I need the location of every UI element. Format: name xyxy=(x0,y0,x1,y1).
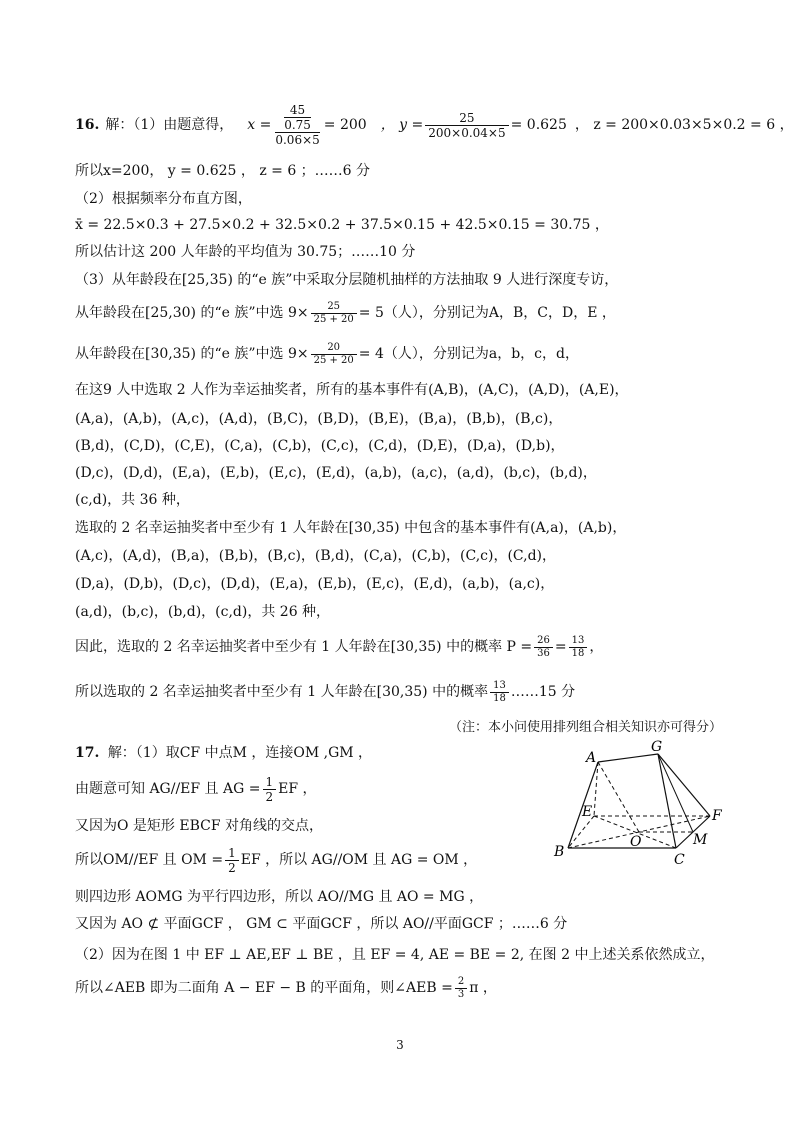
x-rhs: = 200 xyxy=(323,117,367,133)
events-line-5: (c,d)，共 36 种， xyxy=(75,492,190,508)
x-nested-fraction xyxy=(275,103,319,147)
events-line-4: (D,c)，(D,d)，(E,a)，(E,b)，(E,c)，(E,d)，(a,b)，(a,c)，(a,d)，(b,c)，(b,d)， xyxy=(75,465,597,481)
z-expression: ， z = 200×0.03×5×0.2 = 6 ， xyxy=(574,117,794,133)
q16-note: （注：本小问使用排列组合相关知识亦可得分） xyxy=(448,720,722,735)
q17-line-5: 则四边形 AOMG 为平行四边形，所以 AO//MG 且 AO = MG ， xyxy=(75,889,484,905)
q17-line-2: 由题意可知 AG//EF 且 AG = $\frac{1}{2}$ EF ， xyxy=(75,774,317,804)
x-lhs: x = xyxy=(247,117,272,133)
label-G: G xyxy=(651,740,663,755)
x-bot: 0.06×5 xyxy=(275,133,320,147)
q16-part3-line1: （3）从年龄段在[25,35) 的“e 族”中采取分层随机抽样的方法抽取 9 人进行深度专访， xyxy=(75,272,619,288)
q16-mean-formula: x̄ = 22.5×0.3 + 27.5×0.2 + 32.5×0.2 + 37.5×0.15 + 42.5×0.15 = 30.75 ， xyxy=(75,217,609,233)
q16-part2-line1: （2）根据频率分布直方图， xyxy=(75,191,252,207)
conclusion-fraction: $\frac{13}{18}$ xyxy=(490,680,509,705)
group1-fraction: $\frac{25}{25 + 20}$ xyxy=(311,301,357,326)
x-mid: 0.75 xyxy=(284,118,311,132)
y-lhs: ， y = xyxy=(380,117,424,133)
label-A: A xyxy=(586,750,597,766)
label-C: C xyxy=(674,852,685,868)
events-line-3: (B,d)，(C,D)，(C,E)，(C,a)，(C,b)，(C,c)，(C,d)，(D,E)，(D,a)，(D,b)， xyxy=(75,438,565,454)
label-B: B xyxy=(554,844,565,860)
favorable-line-4: (a,d)，(b,c)，(b,d)，(c,d)，共 26 种， xyxy=(75,604,331,620)
q17-number: 17. xyxy=(75,745,100,761)
probability-fraction-1: $\frac{26}{36}$ xyxy=(534,635,553,660)
x-top-num: 45 xyxy=(284,103,311,118)
label-M: M xyxy=(693,832,708,848)
probability-fraction-2: $\frac{13}{18}$ xyxy=(569,635,588,660)
q16-intro: 解：（1）由题意得， xyxy=(105,117,234,133)
edge-GM xyxy=(658,754,693,832)
events-line-1: 在这9 人中选取 2 人作为幸运抽奖者，所有的基本事件有(A,B)，(A,C)，(A,D)，(A,E)， xyxy=(75,382,629,398)
edge-AG xyxy=(598,754,658,762)
angle-fraction: $\frac{2}{3}$ xyxy=(455,976,467,1001)
half-fraction-1: $\frac{1}{2}$ xyxy=(263,775,277,804)
edge-GC xyxy=(658,754,676,848)
q16-so-line: 所以x=200， y = 0.625 ， z = 6 ；……6 分 xyxy=(75,163,371,179)
label-O: O xyxy=(630,834,642,850)
q17-line-4: 所以OM//EF 且 OM = $\frac{1}{2}$ EF ，所以 AG//OM 且 AG = OM ， xyxy=(75,845,478,875)
q16-part3-line3: 从年龄段在[30,35) 的“e 族”中选 9× $\frac{20}{25 + 20}$ = 4（人），分别记为a，b，c，d， xyxy=(75,341,579,366)
y-fraction: $\frac{25}{200\times 0.04\times 5}$ xyxy=(425,111,508,140)
q17-line-8: 所以∠AEB 即为二面角 A − EF − B 的平面角，则∠AEB = $\frac{2}{3}$ π ， xyxy=(75,975,497,1000)
favorable-line-1: 选取的 2 名幸运抽奖者中至少有 1 人年龄在[30,35) 中包含的基本事件有(A,a)，(A,b)， xyxy=(75,520,627,536)
y-rhs: = 0.625 xyxy=(510,117,567,133)
favorable-line-2: (A,c)，(A,d)，(B,a)，(B,b)，(B,c)，(B,d)，(C,a)，(C,b)，(C,c)，(C,d)， xyxy=(75,548,556,564)
page-number: 3 xyxy=(396,1038,404,1052)
half-fraction-2: $\frac{1}{2}$ xyxy=(225,846,239,875)
q16-line-1 xyxy=(75,100,794,150)
edge-AO xyxy=(598,762,639,832)
q16-mean-result: 所以估计这 200 人年龄的平均值为 30.75；……10 分 xyxy=(75,244,416,260)
group2-fraction: $\frac{20}{25 + 20}$ xyxy=(311,342,357,367)
label-E: E xyxy=(582,804,593,820)
conclusion-line: 所以选取的 2 名幸运抽奖者中至少有 1 人年龄在[30,35) 中的概率 $\frac{13}{18}$ ……15 分 xyxy=(75,679,576,704)
geometry-figure xyxy=(548,740,738,870)
label-F: F xyxy=(712,808,722,824)
q17-line-1: 17. 解：（1）取CF 中点M ，连接OM ,GM ， xyxy=(75,745,373,761)
q16-number: 16. xyxy=(75,117,100,133)
events-line-2: (A,a)，(A,b)，(A,c)，(A,d)，(B,C)，(B,D)，(B,E)，(B,a)，(B,b)，(B,c)， xyxy=(75,411,563,427)
edge-GF xyxy=(658,754,710,816)
q16-part3-line2: 从年龄段在[25,30) 的“e 族”中选 9× $\frac{25}{25 + 20}$ = 5（人），分别记为A，B，C，D，E ， xyxy=(75,300,616,325)
q17-line-3: 又因为O 是矩形 EBCF 对角线的交点， xyxy=(75,818,324,834)
probability-line: 因此，选取的 2 名幸运抽奖者中至少有 1 人年龄在[30,35) 中的概率 P = $\frac{26}{36}$ = $\frac{13}{18}$ ， xyxy=(75,634,604,659)
q17-line-6: 又因为 AO ⊄ 平面GCF ， GM ⊂ 平面GCF ，所以 AO//平面GCF ；……6 分 xyxy=(75,916,568,932)
favorable-line-3: (D,a)，(D,b)，(D,c)，(D,d)，(E,a)，(E,b)，(E,c)，(E,d)，(a,b)，(a,c)， xyxy=(75,576,555,592)
q17-line-7: （2）因为在图 1 中 EF ⊥ AE,EF ⊥ BE ，且 EF = 4, AE = BE = 2, 在图 2 中上述关系依然成立， xyxy=(75,947,715,963)
